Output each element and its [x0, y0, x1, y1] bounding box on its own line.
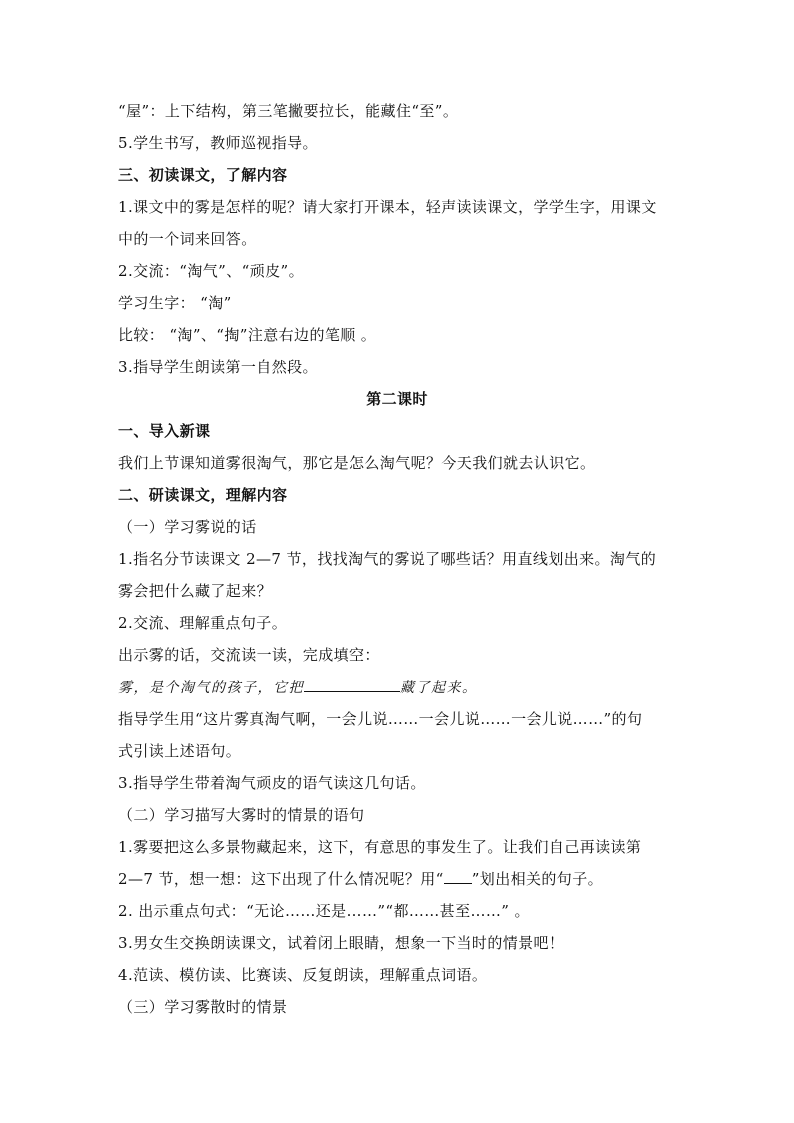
- text-line-exchange-reading: 3.男女生交换朗读课文，试着闭上眼睛，想象一下当时的情景吧！: [118, 934, 565, 952]
- text-line-hide-scenery: 1.雾要把这么多景物藏起来，这下，有意思的事发生了。让我们自己再读读第: [118, 838, 642, 856]
- text-line-exchange: 2.交流：“淘气”、“顽皮”。: [118, 262, 304, 280]
- text-line-guide-pattern-cont: 式引读上述语句。: [118, 742, 242, 760]
- text-line-read-sections-cont: 雾会把什么藏了起来？: [118, 582, 273, 600]
- text-line-key-sentences: 2.交流、理解重点句子。: [118, 614, 288, 632]
- text-line-question-1-cont: 中的一个词来回答。: [118, 230, 257, 248]
- subsection-heading-fog-clears: （三）学习雾散时的情景: [118, 998, 288, 1016]
- text-line-student-writing: 5.学生书写，教师巡视指导。: [118, 134, 318, 152]
- text-line-read-paragraph: 3.指导学生朗读第一自然段。: [118, 358, 318, 376]
- text-line-fill-blank-intro: 出示雾的话，交流读一读，完成填空：: [118, 646, 380, 664]
- text-line-new-character: 学习生字： “淘”: [118, 294, 232, 312]
- text-line-intro: 我们上节课知道雾很淘气，那它是怎么淘气呢？今天我们就去认识它。: [118, 454, 596, 472]
- lesson-title-second: 第二课时: [366, 390, 428, 408]
- subsection-heading-heavy-fog: （二）学习描写大雾时的情景的语句: [118, 806, 365, 824]
- text-line-read-tone: 3.指导学生带着淘气顽皮的语气读这几句话。: [118, 774, 426, 792]
- underline-prefix: 2—7 节，想一想：这下出现了什么情况呢？用“: [118, 870, 444, 888]
- text-line-wu-character: “屋”：上下结构，第三笔撇要拉长，能藏住“至”。: [118, 102, 459, 120]
- fill-blank-line: [304, 677, 400, 692]
- fill-blank-suffix: 藏了起来。: [400, 680, 478, 696]
- section-heading-introduction: 一、导入新课: [118, 422, 211, 440]
- fill-blank-prefix: 雾，是个淘气的孩子，它把: [118, 680, 304, 696]
- text-line-guide-pattern: 指导学生用“这片雾真淘气啊，一会儿说……一会儿说……一会儿说……”的句: [118, 710, 643, 728]
- text-line-underline-sentences: [118, 869, 688, 889]
- text-line-read-sections: 1.指名分节读课文 2—7 节，找找淘气的雾说了哪些话？用直线划出来。淘气的: [118, 550, 657, 568]
- subsection-heading-fog-words: （一）学习雾说的话: [118, 518, 257, 536]
- fill-blank-sentence: [118, 677, 688, 698]
- section-heading-study: 二、研读课文，理解内容: [118, 486, 288, 504]
- section-heading-first-reading: 三、初读课文，了解内容: [118, 166, 288, 184]
- text-line-sentence-patterns: 2. 出示重点句式：“无论……还是……”“都……甚至……” 。: [118, 902, 530, 920]
- text-line-reading-methods: 4.范读、模仿读、比赛读、反复朗读，理解重点词语。: [118, 966, 488, 984]
- underline-sample-line: [444, 869, 472, 884]
- text-line-question-1: 1.课文中的雾是怎样的呢？请大家打开课本，轻声读读课文，学学生字，用课文: [118, 198, 657, 216]
- text-line-compare: 比较： “淘”、“掏”注意右边的笔顺 。: [118, 326, 377, 344]
- underline-suffix: ”划出相关的句子。: [471, 870, 604, 888]
